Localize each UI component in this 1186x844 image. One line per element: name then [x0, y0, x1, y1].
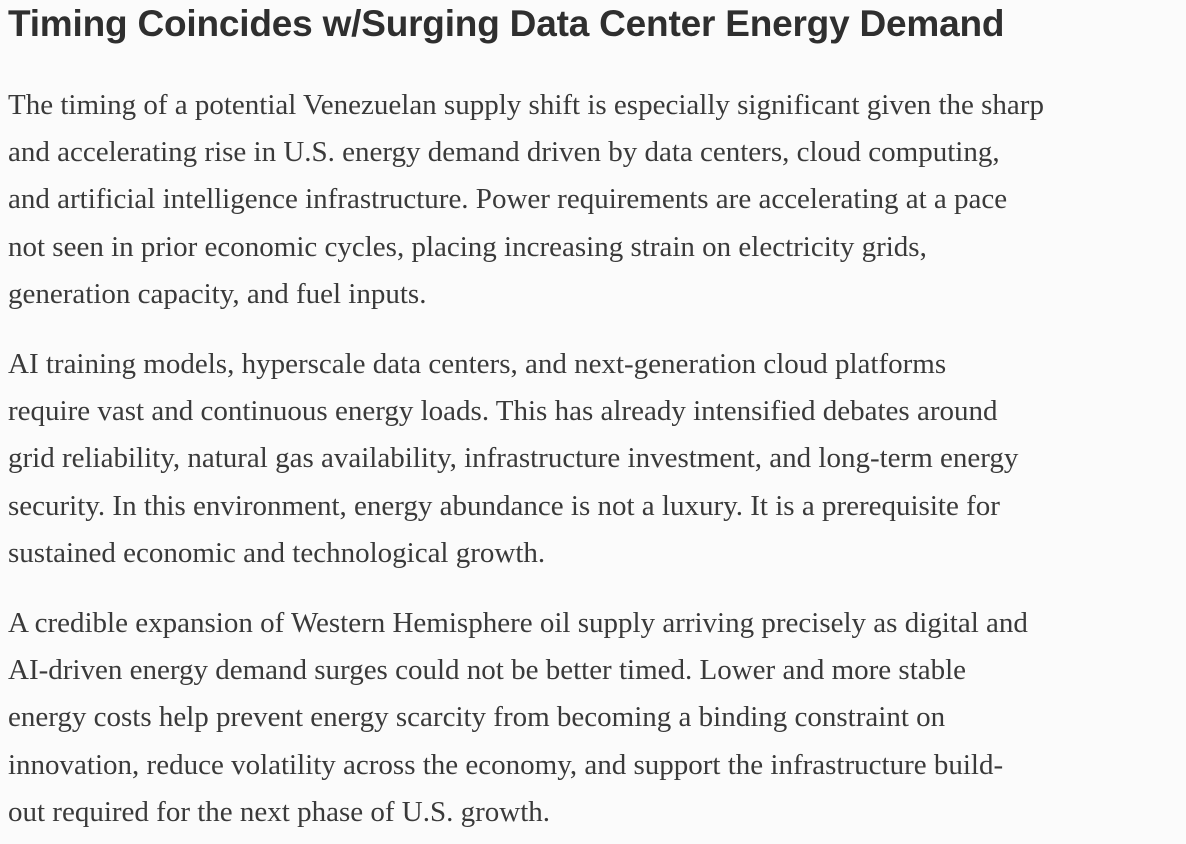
paragraph-line: and artificial intelligence infrastructure. Power requirements are accelerating at a pace: [8, 183, 1008, 216]
paragraph-line: require vast and continuous energy loads. This has already intensified debates around: [8, 395, 998, 428]
paragraph-3: [8, 600, 1184, 836]
paragraph-line: not seen in prior economic cycles, placing increasing strain on electricity grids,: [8, 230, 927, 263]
paragraph-line: The timing of a potential Venezuelan supply shift is especially significant given the sharp: [8, 89, 1044, 121]
paragraph-line: out required for the next phase of U.S. growth.: [8, 795, 551, 828]
paragraph-line: energy costs help prevent energy scarcity from becoming a binding constraint on: [8, 701, 946, 734]
paragraph-2: [8, 341, 1184, 577]
paragraph-1: [8, 82, 1184, 318]
paragraph-line: innovation, reduce volatility across the economy, and support the infrastructure build-: [8, 748, 1004, 781]
paragraph-line: AI-driven energy demand surges could not be better timed. Lower and more stable: [8, 654, 967, 687]
paragraph-line: security. In this environment, energy abundance is not a luxury. It is a prerequisite for: [8, 489, 1000, 522]
paragraph-line: grid reliability, natural gas availability, infrastructure investment, and long-term energy: [8, 442, 1019, 475]
paragraph-line: sustained economic and technological growth.: [8, 536, 546, 569]
paragraph-line: and accelerating rise in U.S. energy demand driven by data centers, cloud computing,: [8, 136, 1000, 169]
paragraph-line: A credible expansion of Western Hemisphere oil supply arriving precisely as digital and: [8, 607, 1028, 640]
paragraph-line: AI training models, hyperscale data centers, and next-generation cloud platforms: [8, 348, 947, 381]
section-heading: Timing Coincides w/Surging Data Center Energy Demand: [8, 3, 1005, 44]
paragraph-line: generation capacity, and fuel inputs.: [8, 277, 427, 310]
